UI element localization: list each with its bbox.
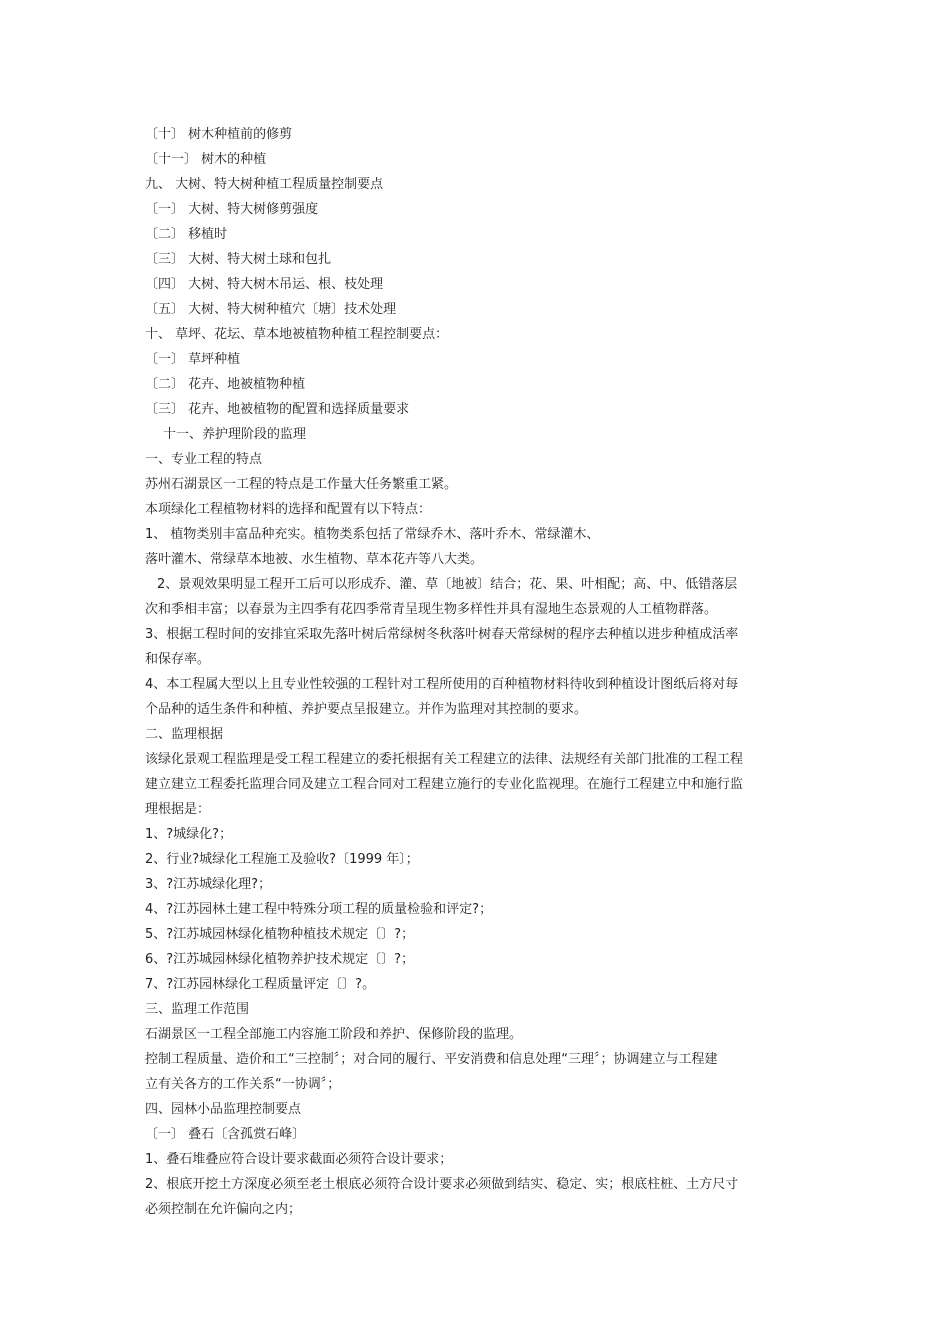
subsection-heading: 〔十一〕 树木的种植	[145, 152, 267, 167]
subsection-heading: 〔三〕 花卉、地被植物的配置和选择质量要求	[145, 402, 410, 417]
subsection-heading: 〔四〕 大树、特大树木吊运、根、枝处理	[145, 277, 384, 292]
paragraph-line: 理根据是：	[145, 802, 211, 817]
paragraph-line: 本项绿化工程植物材料的选择和配置有以下特点：	[145, 502, 432, 517]
list-item: 4、本工程属大型以上且专业性较强的工程针对工程所使用的百种植物材料待收到种植设计图纸后将对每	[145, 677, 739, 692]
section-heading: 一、专业工程的特点	[145, 452, 263, 467]
paragraph-line: 必须控制在允许偏向之内；	[145, 1202, 302, 1217]
subsection-heading: 〔二〕 花卉、地被植物种植	[145, 377, 306, 392]
list-item: 7、?江苏园林绿化工程质量评定〔〕?。	[145, 977, 376, 992]
section-heading: 四、园林小品监理控制要点	[145, 1102, 302, 1117]
list-item: 4、?江苏园林土建工程中特殊分项工程的质量检验和评定?；	[145, 902, 493, 917]
section-heading: 十一、养护理阶段的监理	[163, 427, 307, 442]
section-heading: 九、 大树、特大树种植工程质量控制要点	[145, 177, 384, 192]
list-item: 1、?城绿化?；	[145, 827, 233, 842]
subsection-heading: 〔十〕 树木种植前的修剪	[145, 127, 293, 142]
paragraph-line: 控制工程质量、造价和工“三控制〞；对合同的履行、平安消费和信息处理“三理〞；协调建立与工程建	[145, 1052, 718, 1067]
subsection-heading: 〔五〕 大树、特大树种植穴〔塘〕技术处理	[145, 302, 397, 317]
subsection-heading: 〔三〕 大树、特大树土球和包扎	[145, 252, 332, 267]
list-item: 2、行业?城绿化工程施工及验收?〔1999 年〕；	[145, 852, 419, 867]
paragraph-line: 次和季相丰富；以春景为主四季有花四季常青呈现生物多样性并具有湿地生态景观的人工植物群落。	[145, 602, 718, 617]
list-item: 6、?江苏城园林绿化植物养护技术规定〔〕?；	[145, 952, 415, 967]
list-item: 2、景观效果明显工程开工后可以形成乔、灌、草〔地被〕结合；花、果、叶相配；高、中、低错落层	[157, 577, 738, 592]
paragraph-line: 个品种的适生条件和种植、养护要点呈报建立。并作为监理对其控制的要求。	[145, 702, 588, 717]
subsection-heading: 〔一〕 草坪种植	[145, 352, 241, 367]
paragraph-line: 石湖景区一工程全部施工内容施工阶段和养护、保修阶段的监理。	[145, 1027, 523, 1042]
list-item: 1、叠石堆叠应符合设计要求截面必须符合设计要求；	[145, 1152, 453, 1167]
paragraph-line: 建立建立工程委托监理合同及建立工程合同对工程建立施行的专业化监视理。在施行工程建立中和施行监	[145, 777, 744, 792]
subsection-heading: 〔二〕 移植时	[145, 227, 228, 242]
document-body	[145, 122, 810, 1222]
list-item: 1、 植物类别丰富品种充实。植物类系包括了常绿乔木、落叶乔木、常绿灌木、	[145, 527, 600, 542]
paragraph-line: 立有关各方的工作关系“一协调〞；	[145, 1077, 341, 1092]
subsection-heading: 〔一〕 大树、特大树修剪强度	[145, 202, 319, 217]
paragraph-line: 和保存率。	[145, 652, 211, 667]
list-item: 3、根据工程时间的安排宜采取先落叶树后常绿树冬秋落叶树春天常绿树的程序去种植以进步种植成活率	[145, 627, 739, 642]
paragraph-line: 该绿化景观工程监理是受工程工程建立的委托根据有关工程建立的法律、法规经有关部门批准的工程工程	[145, 752, 744, 767]
section-heading: 二、监理根据	[145, 727, 224, 742]
section-heading: 十、 草坪、花坛、草本地被植物种植工程控制要点：	[145, 327, 449, 342]
list-item: 3、?江苏城绿化理?；	[145, 877, 272, 892]
paragraph-line: 落叶灌木、常绿草本地被、水生植物、草本花卉等八大类。	[145, 552, 484, 567]
section-heading: 三、监理工作范围	[145, 1002, 250, 1017]
subsection-heading: 〔一〕 叠石〔含孤赏石峰〕	[145, 1127, 306, 1142]
list-item: 5、?江苏城园林绿化植物种植技术规定〔〕?；	[145, 927, 415, 942]
list-item: 2、根底开挖土方深度必须至老土根底必须符合设计要求必须做到结实、稳定、实；根底柱桩、土方尺寸	[145, 1177, 739, 1192]
paragraph-line: 苏州石湖景区一工程的特点是工作量大任务繁重工紧。	[145, 477, 458, 492]
